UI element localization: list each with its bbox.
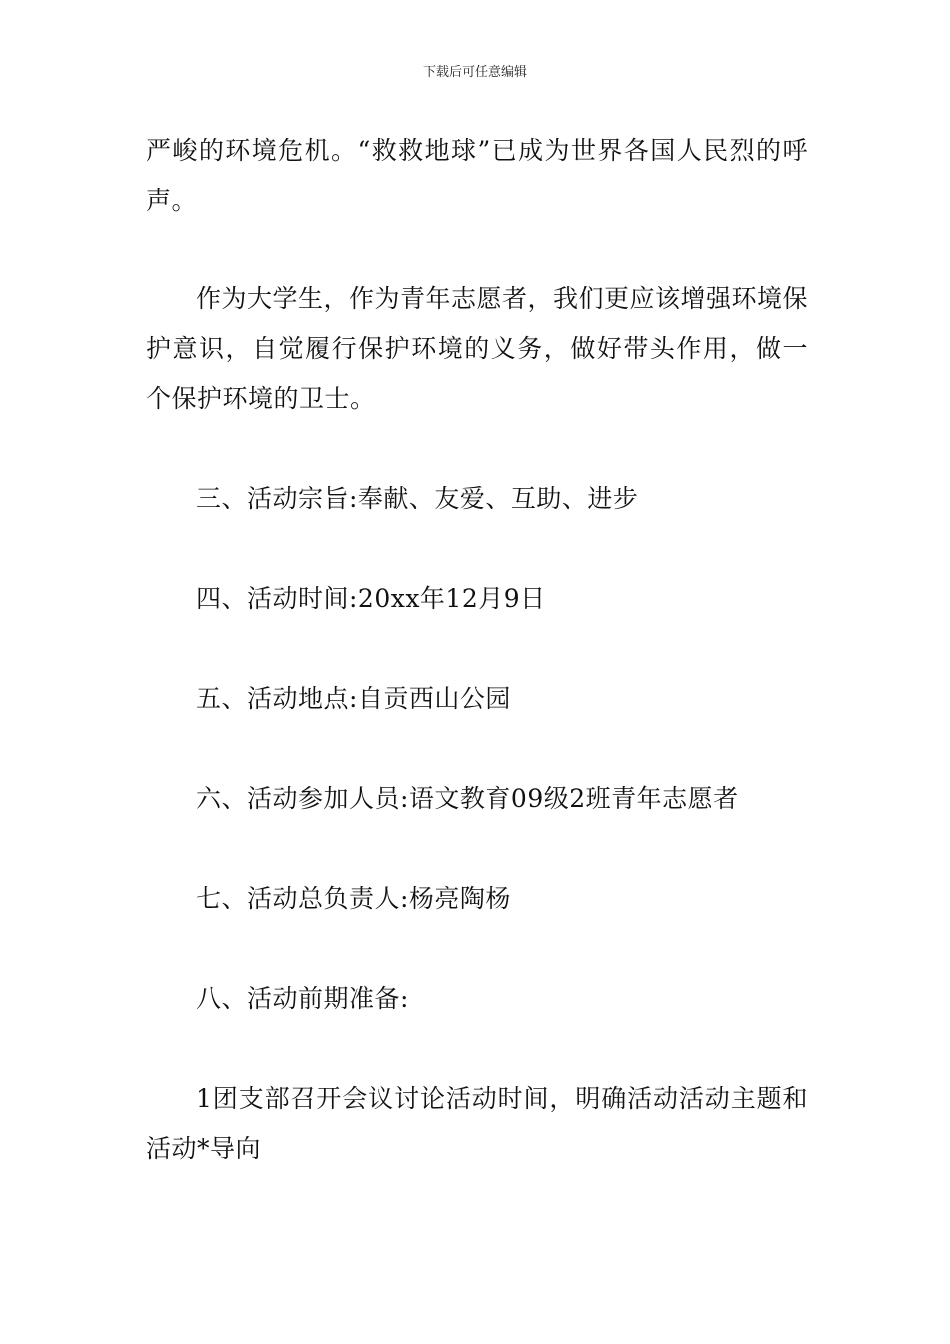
page-header-note: 下载后可任意编辑: [422, 65, 527, 80]
paragraph-volunteer-role: 作为大学生，作为青年志愿者，我们更应该增强环境保护意识，自觉履行保护环境的义务，做好带头作用，做一个保护环境的卫士。: [146, 284, 809, 413]
section-activity-location: 五、活动地点:自贡西山公园: [196, 684, 511, 713]
section-activity-leader: 七、活动总负责人:杨亮陶杨: [196, 884, 511, 913]
section-activity-participants: 六、活动参加人员:语文教育09级2班青年志愿者: [196, 784, 739, 813]
section-activity-time: 四、活动时间:20xx年12月9日: [196, 584, 546, 613]
paragraph-continuation: 严峻的环境危机。“救救地球”已成为世界各国人民烈的呼声。: [146, 136, 808, 215]
section-activity-purpose: 三、活动宗旨:奉献、友爱、互助、进步: [196, 484, 639, 513]
section-preparation: 八、活动前期准备:: [196, 984, 409, 1013]
list-item-preparation-1: 1团支部召开会议讨论活动时间，明确活动活动主题和活动*导向: [146, 1084, 808, 1163]
document-body: [146, 126, 808, 1174]
